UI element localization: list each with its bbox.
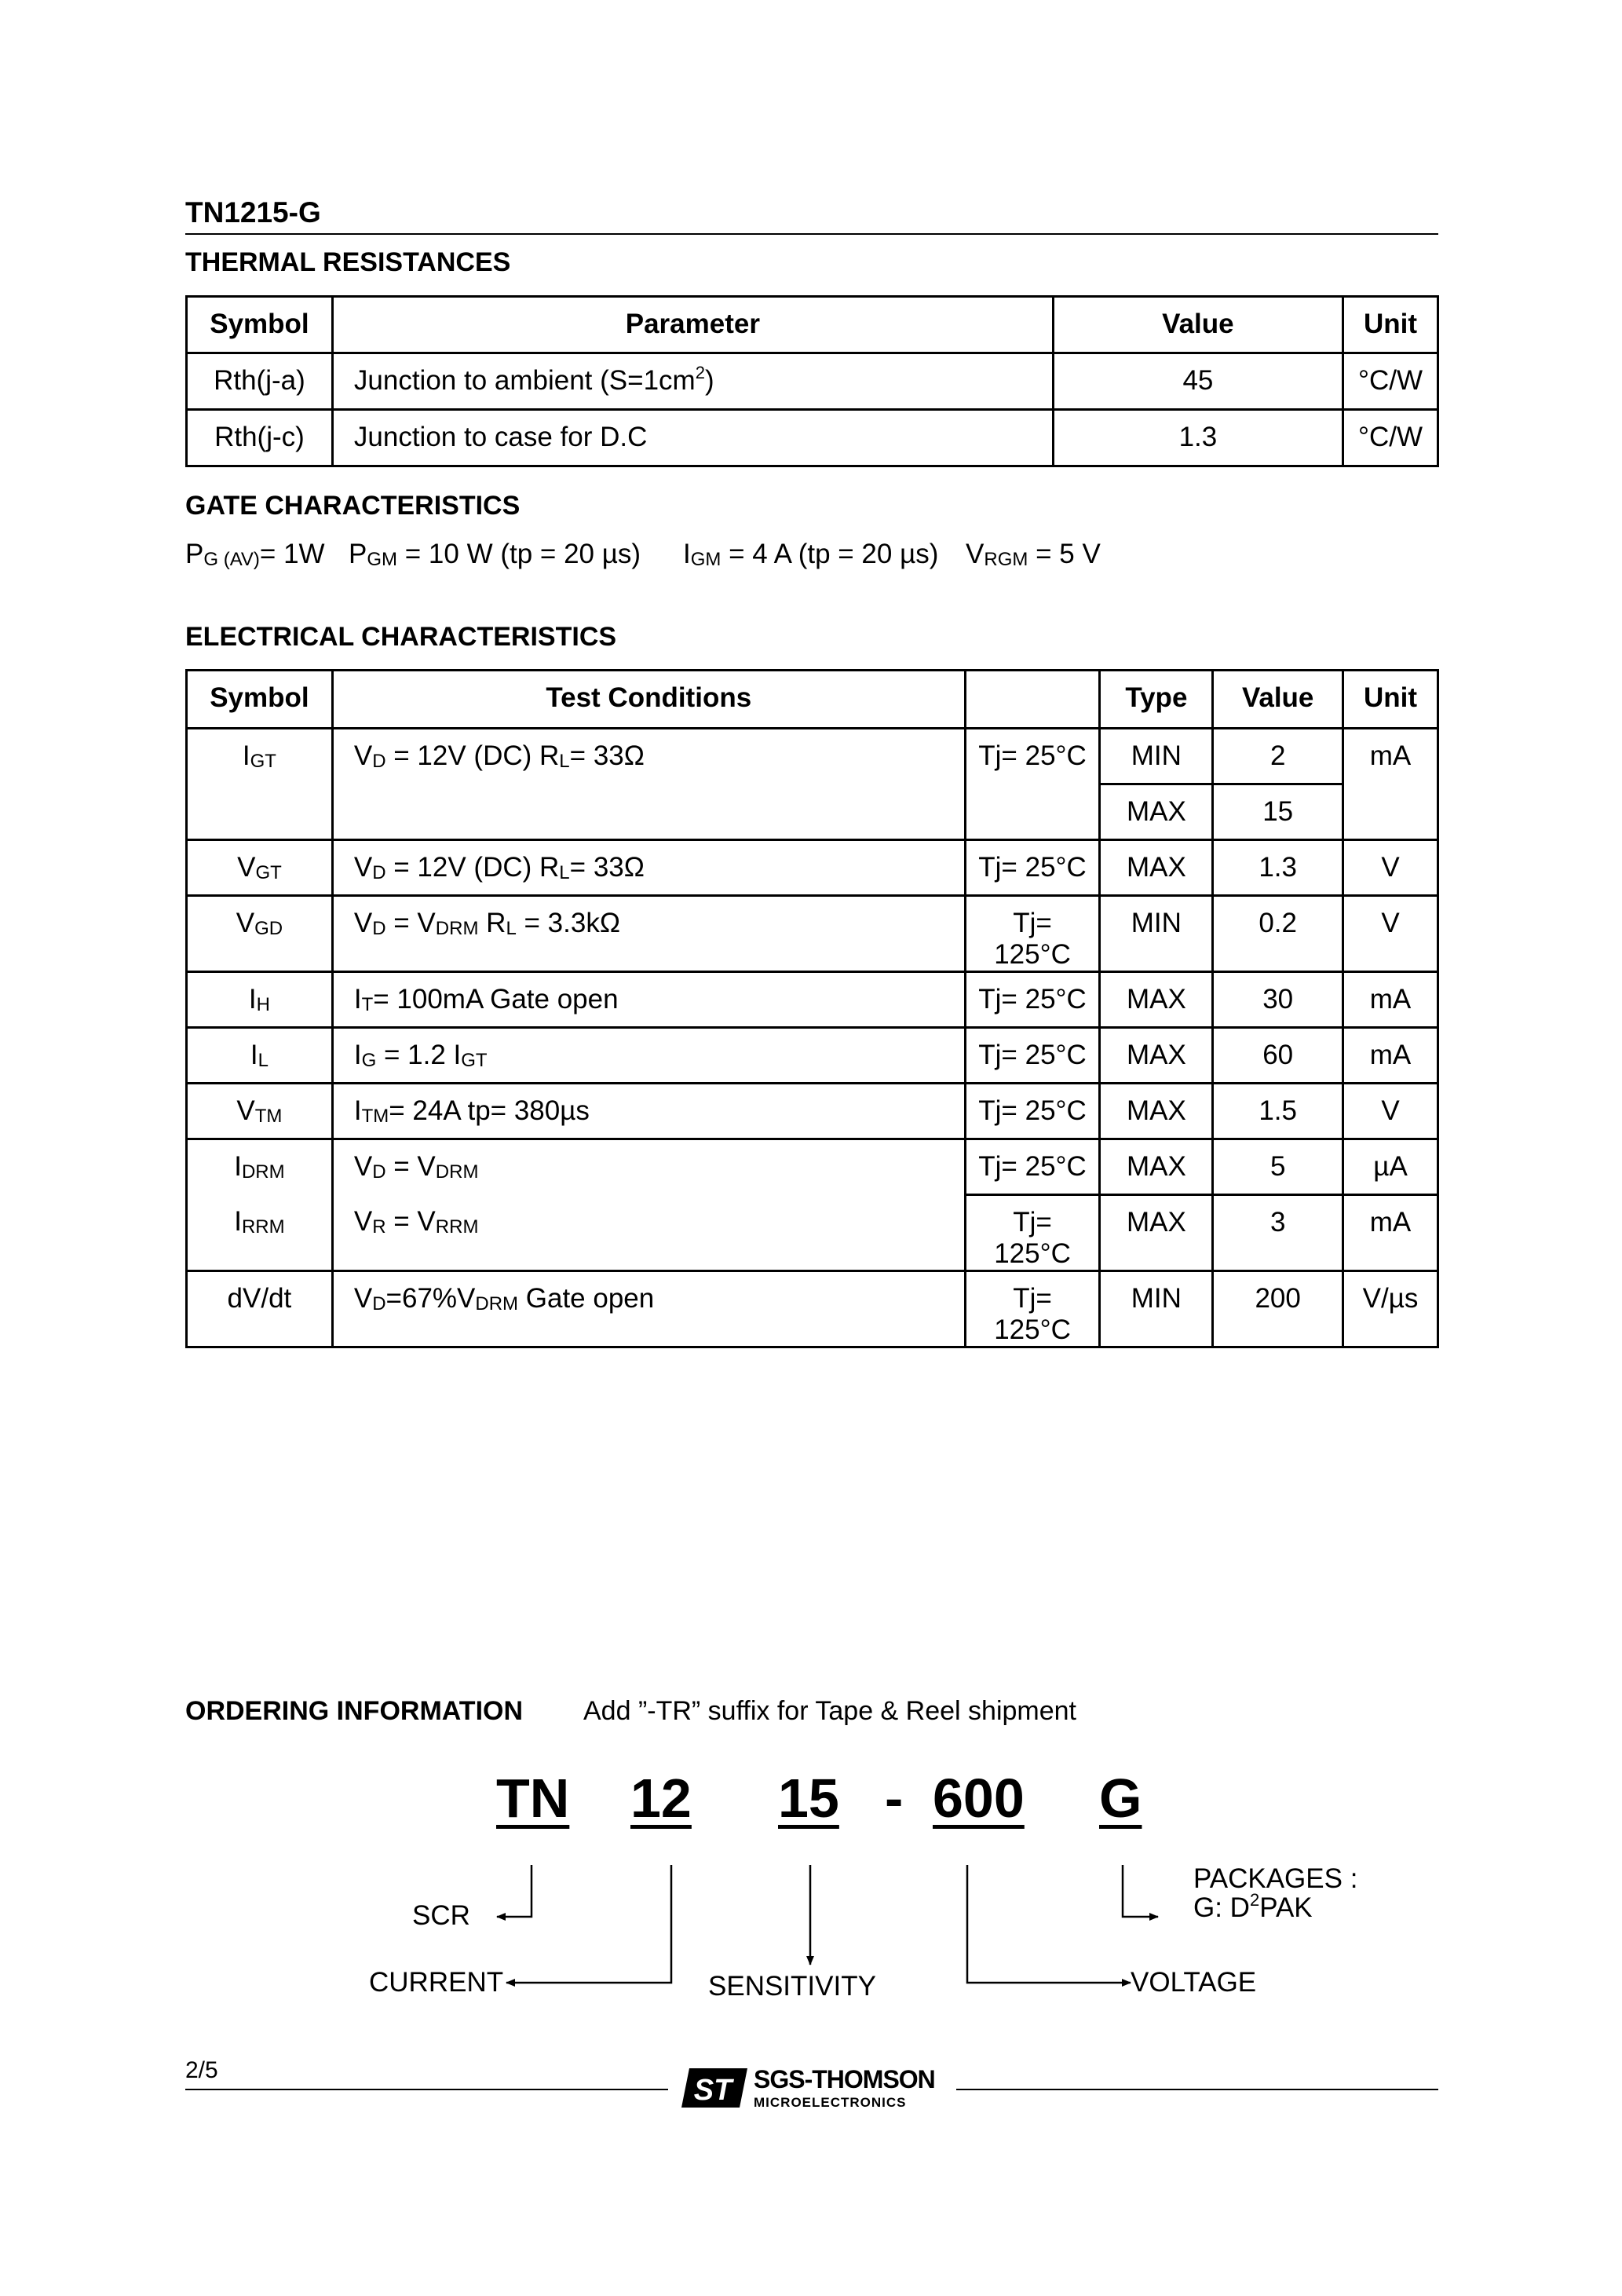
part-dash: - bbox=[885, 1768, 904, 1829]
label-packages: PACKAGES : bbox=[1193, 1863, 1358, 1894]
condition-cell: $V_D = 12V$ (DC) $R_L= 33\Omega$ bbox=[332, 840, 965, 896]
symbol-cell: $I_{GT}$ bbox=[187, 729, 333, 840]
condition-cell: $V_D = V_{DRM}$ $R_L = 3.3k\Omega$ bbox=[332, 896, 965, 972]
parameter-cell: Junction to ambient $(S=1cm^2)$ bbox=[332, 353, 1053, 410]
symbol-cell: $I_H$ bbox=[187, 972, 333, 1028]
gate-heading: GATE CHARACTERISTICS bbox=[185, 491, 521, 521]
condition-cell: $I_T= 100mA$ Gate open bbox=[332, 972, 965, 1028]
symbol-cell: $V_{TM}$ bbox=[187, 1084, 333, 1139]
vrgm-rating: $V_{RGM} = 5$ V bbox=[966, 539, 1101, 570]
part-current: 12 bbox=[630, 1768, 692, 1829]
value-cell: 45 bbox=[1053, 353, 1343, 410]
unit-cell: µA bbox=[1343, 1139, 1438, 1195]
condition-cell: $V_D = 12V$ (DC) $R_L= 33\Omega$ bbox=[332, 729, 965, 840]
header-test-conditions: Test Conditions bbox=[332, 671, 965, 729]
type-cell: MAX bbox=[1100, 972, 1213, 1028]
value-cell: 15 bbox=[1213, 784, 1343, 840]
symbol-cell: $V_{GT}$ bbox=[187, 840, 333, 896]
part-voltage: 600 bbox=[933, 1768, 1025, 1829]
type-cell: MAX bbox=[1100, 784, 1213, 840]
ordering-heading: ORDERING INFORMATION bbox=[185, 1696, 524, 1726]
ordering-note: Add ”-TR” suffix for Tape & Reel shipment bbox=[583, 1696, 1077, 1726]
pg-rating: $P_{G (AV)}= 1W$ bbox=[185, 539, 325, 570]
pgm-rating: $P_{GM} = 10$ W (tp = 20 µs) bbox=[349, 539, 641, 570]
page-number: 2/5 bbox=[185, 2057, 218, 2083]
parameter-cell: Junction to case for D.C bbox=[332, 410, 1053, 466]
type-cell: MAX bbox=[1100, 1084, 1213, 1139]
label-current: CURRENT bbox=[369, 1967, 504, 1998]
condition-cell: $V_R = V_{RRM}$ bbox=[332, 1195, 965, 1271]
label-scr: SCR bbox=[412, 1900, 470, 1931]
type-cell: MAX bbox=[1100, 840, 1213, 896]
type-cell: MIN bbox=[1100, 896, 1213, 972]
temperature-cell: Tj= 25°C bbox=[965, 972, 1100, 1028]
footer-divider-right bbox=[956, 2089, 1438, 2090]
part-package: G bbox=[1099, 1768, 1142, 1829]
symbol-cell: Rth(j-c) bbox=[187, 410, 333, 466]
unit-cell: V bbox=[1343, 840, 1438, 896]
condition-cell: $I_G = 1.2$ $I_{GT}$ bbox=[332, 1028, 965, 1084]
type-cell: MIN bbox=[1100, 1271, 1213, 1347]
temperature-cell: Tj= 25°C bbox=[965, 729, 1100, 840]
condition-cell: $V_D=67\%V_{DRM}$ Gate open bbox=[332, 1271, 965, 1347]
temperature-cell: Tj= 125°C bbox=[965, 1271, 1100, 1347]
value-cell: 1.3 bbox=[1213, 840, 1343, 896]
header-parameter: Parameter bbox=[332, 297, 1053, 353]
thermal-heading: THERMAL RESISTANCES bbox=[185, 247, 511, 277]
type-cell: MAX bbox=[1100, 1195, 1213, 1271]
st-logo-icon bbox=[681, 2068, 747, 2108]
value-cell: 5 bbox=[1213, 1139, 1343, 1195]
company-logo bbox=[681, 2065, 941, 2112]
condition-cell: $V_D = V_{DRM}$ bbox=[332, 1139, 965, 1195]
unit-cell: °C/W bbox=[1343, 410, 1438, 466]
part-sensitivity: 15 bbox=[778, 1768, 839, 1829]
symbol-cell: $V_{GD}$ bbox=[187, 896, 333, 972]
unit-cell: mA bbox=[1343, 729, 1438, 840]
value-cell: 1.3 bbox=[1053, 410, 1343, 466]
electrical-heading: ELECTRICAL CHARACTERISTICS bbox=[185, 622, 617, 652]
type-cell: MAX bbox=[1100, 1028, 1213, 1084]
unit-cell: mA bbox=[1343, 972, 1438, 1028]
type-cell: MAX bbox=[1100, 1139, 1213, 1195]
unit-cell: V bbox=[1343, 1084, 1438, 1139]
symbol-cell: $I_L$ bbox=[187, 1028, 333, 1084]
value-cell: 1.5 bbox=[1213, 1084, 1343, 1139]
symbol-cell: Rth(j-a) bbox=[187, 353, 333, 410]
unit-cell: V/µs bbox=[1343, 1271, 1438, 1347]
unit-cell: V bbox=[1343, 896, 1438, 972]
part-prefix: TN bbox=[496, 1768, 570, 1829]
value-cell: 2 bbox=[1213, 729, 1343, 784]
header-type: Type bbox=[1100, 671, 1213, 729]
label-package-type: G: $D^2PAK$ bbox=[1193, 1890, 1313, 1923]
unit-cell: mA bbox=[1343, 1028, 1438, 1084]
unit-cell: mA bbox=[1343, 1195, 1438, 1271]
header-value: Value bbox=[1053, 297, 1343, 353]
svg-text:ST: ST bbox=[693, 2074, 732, 2107]
label-voltage: VOLTAGE bbox=[1131, 1967, 1257, 1998]
temperature-cell: Tj= 25°C bbox=[965, 1139, 1100, 1195]
temperature-cell: Tj= 125°C bbox=[965, 896, 1100, 972]
type-cell: MIN bbox=[1100, 729, 1213, 784]
value-cell: 60 bbox=[1213, 1028, 1343, 1084]
package-arrow bbox=[1123, 1865, 1158, 1917]
temperature-cell: Tj= 25°C bbox=[965, 840, 1100, 896]
voltage-arrow bbox=[967, 1865, 1131, 1983]
page-title: TN1215-G bbox=[185, 196, 321, 229]
temperature-cell: Tj= 25°C bbox=[965, 1028, 1100, 1084]
header-symbol: Symbol bbox=[187, 671, 333, 729]
logo-company-name: SGS-THOMSON bbox=[754, 2065, 935, 2093]
value-cell: 0.2 bbox=[1213, 896, 1343, 972]
symbol-cell: dV/dt bbox=[187, 1271, 333, 1347]
value-cell: 200 bbox=[1213, 1271, 1343, 1347]
symbol-cell: $I_{DRM}$ bbox=[187, 1139, 333, 1195]
label-sensitivity: SENSITIVITY bbox=[708, 1971, 876, 2002]
temperature-cell: Tj= 25°C bbox=[965, 1084, 1100, 1139]
header-symbol: Symbol bbox=[187, 297, 333, 353]
value-cell: 30 bbox=[1213, 972, 1343, 1028]
igm-rating: $I_{GM} = 4$ A (tp = 20 µs) bbox=[683, 539, 939, 570]
logo-division-name: MICROELECTRONICS bbox=[754, 2095, 907, 2110]
value-cell: 3 bbox=[1213, 1195, 1343, 1271]
temperature-cell: Tj= 125°C bbox=[965, 1195, 1100, 1271]
scr-arrow bbox=[497, 1865, 532, 1917]
condition-cell: $I_{TM}= 24A$ tp= 380µs bbox=[332, 1084, 965, 1139]
symbol-cell: $I_{RRM}$ bbox=[187, 1195, 333, 1271]
unit-cell: °C/W bbox=[1343, 353, 1438, 410]
footer-divider-left bbox=[185, 2089, 668, 2090]
header-value: Value bbox=[1213, 671, 1343, 729]
header-unit: Unit bbox=[1343, 671, 1438, 729]
header-unit: Unit bbox=[1343, 297, 1438, 353]
